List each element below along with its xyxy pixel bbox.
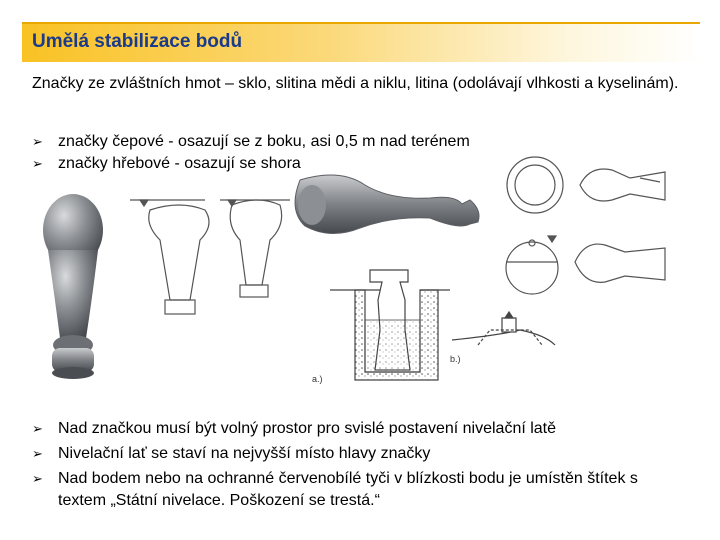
list-item [32, 443, 668, 465]
drawing-nail-mark-section [312, 270, 450, 384]
arrowhead-bullet-icon: ➢ [32, 421, 43, 436]
arrowhead-bullet-icon: ➢ [32, 471, 43, 486]
title-bar [22, 22, 700, 62]
list-item [32, 468, 668, 512]
intro-text: Značky ze zvláštních hmot – sklo, slitina mědi a niklu, litina (odolávají vlhkosti a kyselinám). [32, 75, 679, 92]
list-item [32, 418, 668, 440]
arrowhead-bullet-icon: ➢ [32, 134, 43, 149]
figure-label-a: a.) [312, 374, 323, 384]
photo-bolt-mark [28, 185, 128, 385]
bullet-text: Nad bodem nebo na ochranné červenobílé tyči v blízkosti bodu je umístěn štítek s textem „Státní nivelace. Poškození se trestá.“ [58, 470, 638, 509]
slide-title: Umělá stabilizace bodů [32, 31, 243, 52]
arrowhead-bullet-icon: ➢ [32, 446, 43, 461]
photo-nail-mark [295, 175, 479, 234]
bullet-list-bottom [32, 418, 668, 515]
list-item [32, 131, 470, 153]
list-item [32, 153, 470, 175]
drawing-ground-mark [450, 312, 555, 364]
drawing-peg-mark-views [506, 157, 665, 294]
bullet-text: Nad značkou musí být volný prostor pro svislé postavení nivelační latě [58, 420, 557, 437]
figure-label-b: b.) [450, 354, 461, 364]
drawing-peg-mark [130, 200, 290, 314]
arrowhead-bullet-icon: ➢ [32, 156, 43, 171]
bullet-text: značky čepové - osazují se z boku, asi 0,5 m nad terénem [58, 133, 470, 150]
bullet-text: značky hřebové - osazují se shora [58, 155, 301, 172]
bullet-text: Nivelační lať se staví na nejvyšší místo hlavy značky [58, 445, 431, 462]
bullet-list-top [32, 131, 470, 175]
